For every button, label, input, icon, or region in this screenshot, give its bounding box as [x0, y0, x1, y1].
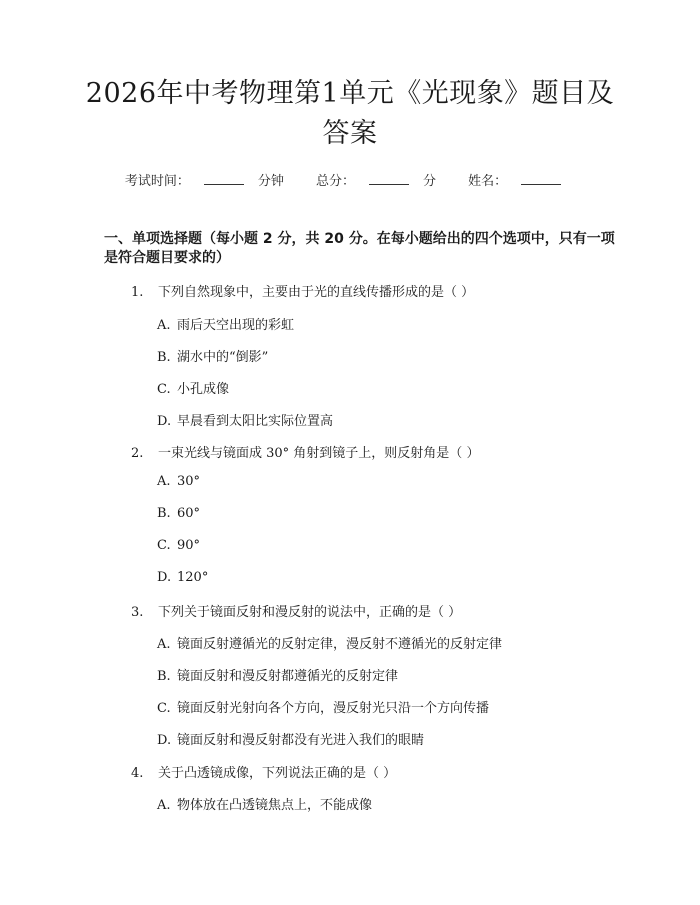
option-label: A.: [157, 318, 171, 333]
option-text: 90°: [177, 538, 201, 553]
option-text: 物体放在凸透镜焦点上，不能成像: [177, 798, 373, 813]
option-label: A.: [157, 798, 171, 813]
option-label: B.: [157, 350, 171, 365]
score-blank[interactable]: [369, 173, 409, 185]
option-label: A.: [157, 474, 171, 489]
question-text: 关于凸透镜成像，下列说法正确的是（ ）: [158, 766, 397, 781]
option-text: 湖水中的“倒影”: [177, 350, 269, 365]
option-text: 早晨看到太阳比实际位置高: [177, 414, 334, 429]
option-1c[interactable]: [157, 378, 229, 397]
option-1d[interactable]: [157, 410, 333, 429]
time-unit: 分钟: [257, 174, 284, 189]
title-line-2: 答案: [322, 118, 378, 149]
option-text: 60°: [177, 506, 201, 521]
option-label: C.: [157, 701, 171, 716]
question-2: [131, 442, 479, 461]
time-blank[interactable]: [204, 173, 244, 185]
exam-meta: [0, 170, 700, 189]
question-1: [131, 281, 474, 300]
question-text: 下列关于镜面反射和漫反射的说法中，正确的是（ ）: [158, 605, 462, 620]
name-field: [468, 174, 575, 189]
option-text: 小孔成像: [177, 382, 230, 397]
option-text: 雨后天空出现的彩虹: [177, 318, 295, 333]
question-text: 一束光线与镜面成 30° 角射到镜子上，则反射角是（ ）: [158, 446, 480, 461]
question-number: 4.: [131, 766, 144, 781]
name-label: 姓名：: [468, 174, 508, 189]
option-2a[interactable]: [157, 474, 200, 489]
question-number: 3.: [131, 605, 144, 620]
option-label: A.: [157, 637, 171, 652]
question-number: 1.: [131, 285, 144, 300]
question-number: 2.: [131, 446, 144, 461]
option-2b[interactable]: [157, 506, 200, 521]
option-label: B.: [157, 669, 171, 684]
section-heading-line-2: 是符合题目要求的）: [104, 250, 230, 266]
option-2d[interactable]: [157, 570, 208, 585]
option-3c[interactable]: [157, 697, 489, 716]
time-label: 考试时间：: [124, 174, 190, 189]
section-heading-line-1: 一、单项选择题（每小题 2 分，共 20 分。在每小题给出的四个选项中，只有一项: [104, 231, 615, 247]
option-text: 30°: [177, 474, 201, 489]
option-label: B.: [157, 506, 171, 521]
time-field: [125, 174, 288, 189]
option-1a[interactable]: [157, 314, 294, 333]
score-unit: 分: [423, 174, 437, 189]
question-text: 下列自然现象中，主要由于光的直线传播形成的是（ ）: [158, 285, 475, 300]
option-text: 镜面反射和漫反射都遵循光的反射定律: [177, 669, 399, 684]
section-heading: [104, 230, 624, 268]
page-title: [60, 74, 640, 154]
score-field: [316, 174, 440, 189]
title-line-1: 2026年中考物理第1单元《光现象》题目及: [85, 78, 615, 109]
option-text: 镜面反射光射向各个方向，漫反射光只沿一个方向传播: [177, 701, 490, 716]
question-3: [131, 601, 461, 620]
score-label: 总分：: [315, 174, 355, 189]
option-text: 镜面反射和漫反射都没有光进入我们的眼睛: [177, 733, 425, 748]
option-3d[interactable]: [157, 729, 424, 748]
option-1b[interactable]: [157, 346, 268, 365]
option-4a[interactable]: [157, 794, 372, 813]
option-3a[interactable]: [157, 633, 502, 652]
option-text: 120°: [177, 570, 209, 585]
option-label: D.: [157, 570, 172, 585]
option-3b[interactable]: [157, 665, 398, 684]
question-4: [131, 762, 396, 781]
option-2c[interactable]: [157, 538, 200, 553]
option-label: D.: [157, 733, 172, 748]
name-blank[interactable]: [521, 173, 561, 185]
option-label: C.: [157, 538, 171, 553]
option-label: D.: [157, 414, 172, 429]
option-text: 镜面反射遵循光的反射定律，漫反射不遵循光的反射定律: [177, 637, 503, 652]
option-label: C.: [157, 382, 171, 397]
